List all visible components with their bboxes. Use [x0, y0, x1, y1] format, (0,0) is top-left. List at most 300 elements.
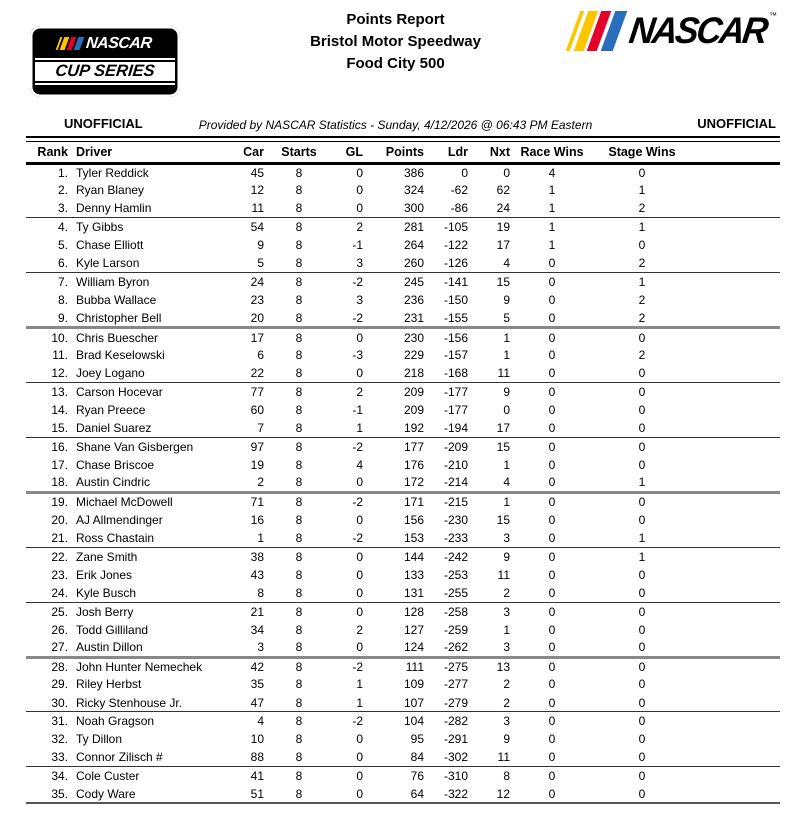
cell-ldr: -62	[450, 183, 468, 198]
nascar-stripes-icon	[566, 11, 627, 51]
column-header-filler	[690, 143, 780, 163]
cell-race-wins: 0	[548, 786, 556, 801]
cell-race-wins: 0	[548, 622, 556, 637]
table-row-rank-20	[26, 511, 780, 529]
cell-car: 41	[250, 769, 264, 784]
cell-driver: Ricky Stenhouse Jr.	[68, 694, 228, 712]
cell-points: 171	[403, 495, 424, 510]
cell-car: 19	[250, 457, 264, 472]
cell-gl: 1	[356, 677, 363, 692]
cell-filler	[690, 602, 780, 620]
table-row-rank-22	[26, 547, 780, 565]
cell-car: 47	[228, 694, 264, 712]
points-report-section	[26, 136, 780, 804]
cell-car: 38	[250, 549, 264, 564]
cell-rank: 24.	[26, 584, 68, 602]
cell-starts: 8	[295, 220, 303, 235]
cell-starts: 8	[264, 694, 334, 712]
cell-points: 231	[363, 309, 424, 327]
cell-filler	[690, 437, 780, 455]
cell-rank: 25.	[51, 604, 68, 619]
cell-stage-wins: 0	[638, 384, 646, 399]
cell-race-wins: 0	[510, 254, 594, 272]
table-row-rank-25	[26, 602, 780, 620]
cell-ldr: -156	[443, 330, 468, 345]
cell-rank: 20.	[51, 512, 68, 527]
cell-driver: Josh Berry	[76, 604, 134, 619]
cell-gl: -2	[352, 439, 363, 454]
cell-race-wins: 0	[548, 512, 556, 527]
cell-rank: 15.	[26, 419, 68, 437]
cell-ldr: -310	[443, 769, 468, 784]
race-name: Food City 500	[346, 55, 445, 72]
cell-filler	[690, 620, 780, 638]
nascar-logo	[573, 11, 777, 51]
cell-car: 71	[250, 495, 264, 510]
cell-race-wins: 0	[548, 677, 556, 692]
cell-gl: 3	[334, 254, 363, 272]
cell-rank: 30.	[26, 694, 68, 712]
cell-rank: 14.	[51, 403, 68, 417]
table-row-rank-34	[26, 767, 780, 785]
cell-car: 17	[250, 330, 264, 345]
cell-nxt: 3	[503, 604, 510, 619]
cell-driver: Zane Smith	[76, 549, 138, 564]
cell-rank: 12.	[26, 364, 68, 382]
cell-car: 6	[257, 348, 264, 363]
cell-nxt: 5	[468, 309, 510, 327]
cell-ldr: -155	[424, 309, 468, 327]
cell-starts: 8	[295, 403, 303, 417]
cell-nxt: 1	[503, 495, 510, 510]
cell-car: 20	[228, 309, 264, 327]
cell-rank: 17.	[51, 457, 68, 472]
cell-rank: 23.	[51, 567, 68, 582]
cell-nxt: 9	[503, 384, 510, 399]
cell-gl: 2	[356, 220, 363, 235]
cell-race-wins: 0	[548, 769, 556, 784]
cell-driver: Austin Dillon	[68, 639, 228, 657]
cell-filler	[690, 547, 780, 565]
cell-filler	[690, 767, 780, 785]
cell-rank: 29.	[51, 677, 68, 692]
cell-starts: 8	[264, 200, 334, 218]
cell-gl: -3	[352, 348, 363, 363]
cell-nxt: 3	[468, 639, 510, 657]
column-header-driver: Driver	[68, 143, 228, 163]
cell-car: 11	[228, 200, 264, 218]
table-row-rank-4	[26, 218, 780, 236]
cell-ldr: -262	[424, 639, 468, 657]
cell-gl: 0	[334, 584, 363, 602]
cell-driver: Shane Van Gisbergen	[76, 439, 194, 454]
cell-gl: 2	[356, 622, 363, 637]
cell-ldr: -255	[424, 584, 468, 602]
cell-race-wins: 1	[510, 200, 594, 218]
table-row-rank-12	[26, 364, 780, 382]
cell-car: 1	[228, 529, 264, 547]
cup-logo-series-text: CUP SERIES	[54, 62, 156, 80]
cell-points: 131	[363, 584, 424, 602]
cell-rank: 35.	[51, 786, 68, 801]
cell-car: 51	[250, 786, 264, 801]
unofficial-label-right: UNOFFICIAL	[697, 116, 776, 131]
cell-gl: -1	[352, 238, 363, 253]
cell-race-wins: 0	[548, 659, 556, 674]
cell-starts: 8	[264, 639, 334, 657]
cell-driver: Tyler Reddick	[76, 165, 149, 180]
cell-ldr: -209	[443, 439, 468, 454]
cell-starts: 8	[264, 364, 334, 382]
cell-points: 236	[403, 293, 424, 308]
table-row-rank-6	[26, 254, 780, 272]
cell-race-wins: 0	[510, 639, 594, 657]
cell-filler	[690, 456, 780, 474]
cell-stage-wins: 0	[638, 439, 646, 454]
cell-ldr: -279	[424, 694, 468, 712]
cell-gl: 0	[334, 364, 363, 382]
cell-ldr: -177	[443, 403, 468, 417]
cell-stage-wins: 0	[594, 364, 690, 382]
cell-nxt: 3	[503, 714, 510, 729]
cell-race-wins: 0	[548, 549, 556, 564]
cell-points: 128	[403, 604, 424, 619]
cell-filler	[690, 328, 780, 346]
cell-nxt: 62	[496, 183, 510, 198]
cell-car: 16	[250, 512, 264, 527]
table-row-rank-1	[26, 163, 780, 181]
cell-starts: 8	[295, 348, 303, 363]
cell-driver: Chris Buescher	[76, 330, 159, 345]
cell-stage-wins: 0	[638, 769, 646, 784]
cell-gl: -2	[334, 309, 363, 327]
cell-driver: John Hunter Nemechek	[76, 659, 203, 674]
cell-filler	[690, 712, 780, 730]
cell-starts: 8	[295, 439, 303, 454]
cell-filler	[690, 218, 780, 236]
table-row-rank-7	[26, 273, 780, 291]
column-header-race-wins: Race Wins	[510, 143, 594, 163]
cell-nxt: 17	[496, 238, 510, 253]
cell-filler	[690, 730, 780, 748]
cell-filler	[690, 401, 780, 419]
cell-starts: 8	[295, 384, 303, 399]
cell-gl: 1	[334, 419, 363, 437]
cell-points: 124	[363, 639, 424, 657]
subheader	[0, 116, 791, 134]
cell-rank: 4.	[57, 220, 68, 235]
column-header-nxt: Nxt	[468, 143, 510, 163]
table-row-rank-3	[26, 200, 780, 218]
cell-stage-wins: 2	[638, 293, 646, 308]
table-row-rank-29	[26, 675, 780, 693]
cell-stage-wins: 0	[594, 639, 690, 657]
column-header-rank: Rank	[26, 143, 68, 163]
cell-race-wins: 0	[510, 694, 594, 712]
cell-nxt: 15	[496, 512, 510, 527]
track-name: Bristol Motor Speedway	[310, 33, 481, 50]
cell-ldr: -194	[424, 419, 468, 437]
cell-stage-wins: 0	[638, 165, 646, 180]
cell-ldr: -214	[424, 474, 468, 492]
cell-nxt: 1	[503, 330, 510, 345]
cell-driver: Brad Keselowski	[76, 348, 165, 363]
cell-starts: 8	[264, 254, 334, 272]
cell-gl: 0	[334, 639, 363, 657]
cell-gl: 0	[334, 749, 363, 767]
cell-points: 156	[403, 512, 424, 527]
cell-ldr: -168	[424, 364, 468, 382]
cell-ldr: -291	[443, 732, 468, 747]
cell-rank: 2.	[57, 183, 68, 198]
cell-race-wins: 0	[510, 364, 594, 382]
cell-stage-wins: 1	[638, 183, 646, 198]
cell-stage-wins: 2	[594, 254, 690, 272]
unofficial-label-left: UNOFFICIAL	[64, 116, 143, 131]
cell-race-wins: 0	[548, 457, 556, 472]
cell-car: 8	[228, 584, 264, 602]
cell-ldr: -282	[443, 714, 468, 729]
cup-logo-nascar-text: NASCAR	[85, 34, 153, 52]
cell-driver: Chase Briscoe	[76, 457, 155, 472]
cell-points: 133	[403, 567, 424, 582]
cell-nxt: 13	[496, 659, 510, 674]
cell-race-wins: 0	[510, 529, 594, 547]
cell-gl: 0	[356, 165, 363, 180]
table-row-rank-18	[26, 474, 780, 492]
cell-rank: 11.	[52, 348, 68, 363]
cell-filler	[690, 364, 780, 382]
table-row-rank-15	[26, 419, 780, 437]
cell-nxt: 2	[468, 694, 510, 712]
cell-car: 3	[228, 639, 264, 657]
cell-car: 23	[250, 293, 264, 308]
table-row-rank-5	[26, 236, 780, 254]
cell-driver: Michael McDowell	[76, 495, 173, 510]
cell-points: 153	[363, 529, 424, 547]
table-row-rank-24	[26, 584, 780, 602]
cell-gl: 4	[356, 457, 363, 472]
cell-rank: 13.	[51, 384, 68, 399]
cell-starts: 8	[295, 622, 303, 637]
cell-gl: 0	[356, 330, 363, 345]
cell-starts: 8	[295, 330, 303, 345]
cell-stage-wins: 1	[638, 275, 646, 290]
cell-ldr: -275	[443, 659, 468, 674]
cell-race-wins: 0	[548, 732, 556, 747]
cell-starts: 8	[295, 786, 303, 801]
cell-ldr: -126	[424, 254, 468, 272]
cell-filler	[690, 346, 780, 364]
cell-car: 34	[250, 622, 264, 637]
cell-race-wins: 0	[510, 749, 594, 767]
cell-ldr: -233	[424, 529, 468, 547]
cell-ldr: -302	[424, 749, 468, 767]
cell-car: 24	[250, 275, 264, 290]
cell-ldr: -259	[443, 622, 468, 637]
cell-rank: 21.	[26, 529, 68, 547]
cell-points: 209	[403, 384, 424, 399]
cell-filler	[690, 529, 780, 547]
cell-ldr: -277	[443, 677, 468, 692]
cell-points: 176	[403, 457, 424, 472]
cell-car: 5	[228, 254, 264, 272]
cell-driver: Ty Gibbs	[76, 220, 124, 235]
table-row-rank-35	[26, 785, 780, 803]
cell-filler	[690, 749, 780, 767]
table-row-rank-21	[26, 529, 780, 547]
cell-nxt: 9	[503, 732, 510, 747]
cell-stage-wins: 0	[638, 495, 646, 510]
cell-stage-wins: 0	[638, 714, 646, 729]
cell-nxt: 2	[503, 677, 510, 692]
cell-driver: Kyle Larson	[68, 254, 228, 272]
cell-race-wins: 1	[548, 220, 556, 235]
cell-car: 12	[250, 183, 264, 198]
cell-race-wins: 0	[548, 714, 556, 729]
cell-gl: 0	[356, 604, 363, 619]
cell-nxt: 1	[503, 457, 510, 472]
cell-rank: 7.	[57, 275, 68, 290]
cell-driver: Riley Herbst	[76, 677, 142, 692]
cell-nxt: 11	[497, 567, 510, 582]
cell-gl: 0	[356, 567, 363, 582]
cell-filler	[690, 474, 780, 492]
cell-starts: 8	[264, 474, 334, 492]
cell-rank: 33.	[26, 749, 68, 767]
table-row-rank-17	[26, 456, 780, 474]
nascar-wordmark-text: NASCAR	[626, 10, 769, 51]
table-row-rank-27	[26, 639, 780, 657]
cell-ldr: -141	[443, 275, 468, 290]
cell-nxt: 15	[496, 275, 510, 290]
cell-driver: Cole Custer	[76, 769, 140, 784]
cell-filler	[690, 584, 780, 602]
cell-gl: -2	[352, 275, 363, 290]
cell-points: 111	[405, 659, 424, 674]
cell-stage-wins: 0	[594, 584, 690, 602]
cell-ldr: -86	[424, 200, 468, 218]
cell-nxt: 24	[468, 200, 510, 218]
table-row-rank-2	[26, 181, 780, 199]
cell-driver: Bubba Wallace	[76, 293, 157, 308]
table-row-rank-14	[26, 401, 780, 419]
cell-ldr: -177	[443, 384, 468, 399]
cell-rank: 31.	[51, 714, 68, 729]
cell-nxt: 0	[503, 403, 510, 417]
cell-stage-wins: 2	[594, 200, 690, 218]
cell-starts: 8	[295, 293, 303, 308]
cell-stage-wins: 1	[638, 549, 646, 564]
cell-stage-wins: 0	[638, 622, 646, 637]
cell-stage-wins: 2	[638, 348, 646, 363]
cell-ldr: -253	[443, 567, 468, 582]
table-row-rank-31	[26, 712, 780, 730]
cell-driver: Ty Dillon	[76, 732, 123, 747]
cell-stage-wins: 0	[638, 567, 646, 582]
table-row-rank-19	[26, 492, 780, 510]
cell-car: 60	[250, 403, 264, 417]
cell-driver: Joey Logano	[68, 364, 228, 382]
cell-race-wins: 0	[548, 348, 556, 363]
column-header-row	[26, 143, 780, 163]
cell-gl: 0	[334, 200, 363, 218]
cell-gl: 2	[356, 384, 363, 399]
cell-points: 192	[363, 419, 424, 437]
cell-race-wins: 0	[510, 419, 594, 437]
cell-stage-wins: 0	[594, 694, 690, 712]
cell-driver: Erik Jones	[76, 567, 133, 582]
cell-points: 76	[410, 769, 424, 784]
cell-nxt: 9	[503, 549, 510, 564]
cell-rank: 8.	[57, 293, 68, 308]
cell-driver: Connor Zilisch #	[68, 749, 228, 767]
report-title: Points Report	[346, 11, 445, 28]
cell-points: 95	[410, 732, 424, 747]
cell-stage-wins: 0	[638, 330, 646, 345]
cell-rank: 5.	[57, 238, 68, 253]
cell-rank: 10.	[51, 330, 68, 345]
cell-car: 10	[250, 732, 264, 747]
cell-gl: 0	[356, 786, 363, 801]
cell-nxt: 4	[468, 474, 510, 492]
cell-points: 104	[403, 714, 424, 729]
cell-rank: 16.	[51, 439, 68, 454]
table-row-rank-28	[26, 657, 780, 675]
cell-rank: 9.	[26, 309, 68, 327]
cell-car: 22	[228, 364, 264, 382]
cell-driver: Christopher Bell	[68, 309, 228, 327]
cell-points: 218	[363, 364, 424, 382]
table-row-rank-30	[26, 694, 780, 712]
cell-race-wins: 0	[548, 293, 556, 308]
provided-by-text: Provided by NASCAR Statistics - Sunday, 4/12/2026 @ 06:43 PM Eastern	[198, 118, 593, 132]
cell-car: 35	[250, 677, 264, 692]
table-row-rank-8	[26, 291, 780, 309]
cell-stage-wins: 0	[638, 732, 646, 747]
cell-starts: 8	[295, 732, 303, 747]
cell-points: 127	[403, 622, 424, 637]
cell-driver: Todd Gilliland	[76, 622, 149, 637]
trademark-symbol: ™	[769, 11, 777, 20]
column-header-ldr: Ldr	[424, 143, 468, 163]
cell-filler	[690, 291, 780, 309]
cell-filler	[690, 383, 780, 401]
cell-points: 144	[403, 549, 424, 564]
column-header-stage-wins: Stage Wins	[594, 143, 690, 163]
cell-points: 109	[403, 677, 424, 692]
cell-starts: 8	[295, 165, 303, 180]
cell-race-wins: 0	[548, 439, 556, 454]
cell-race-wins: 0	[548, 495, 556, 510]
cell-driver: Cody Ware	[76, 786, 136, 801]
points-table-body	[26, 163, 780, 803]
cell-starts: 8	[264, 584, 334, 602]
cell-ldr: -242	[443, 549, 468, 564]
cell-stage-wins: 2	[594, 309, 690, 327]
column-header-gl: GL	[334, 143, 363, 163]
cell-race-wins: 0	[510, 474, 594, 492]
cell-filler	[690, 181, 780, 199]
cell-starts: 8	[295, 567, 303, 582]
table-row-rank-26	[26, 620, 780, 638]
cell-starts: 8	[264, 309, 334, 327]
points-table	[26, 143, 780, 804]
cell-car: 2	[228, 474, 264, 492]
cell-points: 300	[363, 200, 424, 218]
cell-driver: Daniel Suarez	[68, 419, 228, 437]
cell-race-wins: 0	[510, 584, 594, 602]
